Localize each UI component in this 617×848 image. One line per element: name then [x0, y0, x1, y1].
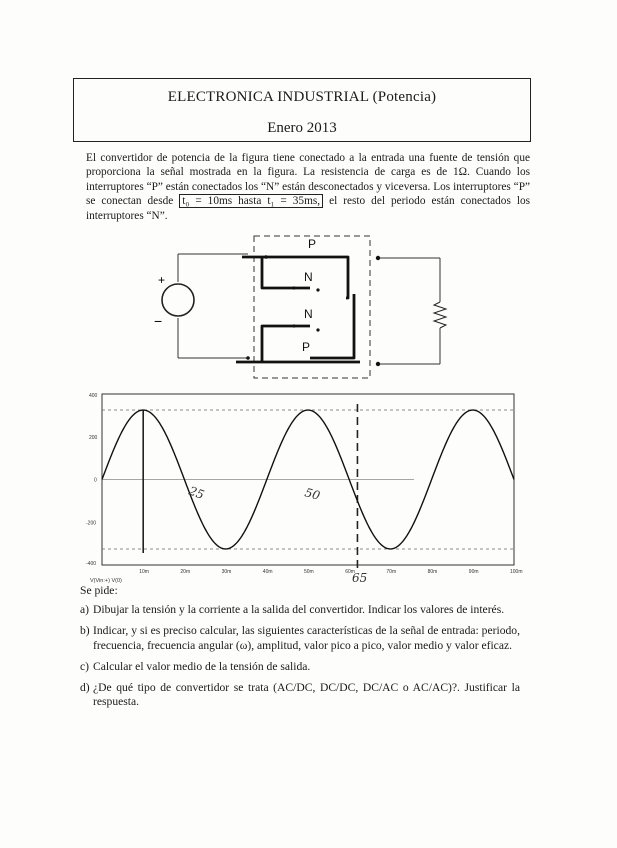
x-tick-label: 80m — [427, 569, 438, 575]
y-tick-label: -400 — [86, 561, 97, 567]
statement-text-1: El convertidor de potencia de la figura tiene conectado a la entrada una fuente de tensión que proporciona la señal mostrada en la figura. La resistencia de carga es de 1Ω. Cuando los interruptores “P” están conectados los “N” están desconectados y viceversa. Los interruptores “P” se conectan desde — [86, 152, 530, 208]
question-item — [80, 603, 520, 617]
y-tick-label: -200 — [86, 520, 97, 527]
input-wiring — [178, 254, 248, 358]
input-signal-chart — [86, 388, 523, 585]
question-letter: d) — [80, 681, 90, 695]
annotation-25: 25 — [186, 483, 207, 503]
y-tick-label: 400 — [89, 393, 98, 399]
x-tick-label: 20m — [180, 569, 191, 575]
source-plus-sign: + — [158, 273, 166, 287]
exam-date: Enero 2013 — [267, 120, 337, 136]
problem-statement — [86, 151, 530, 223]
question-item — [80, 624, 520, 652]
question-text: Calcular el valor medio de la tensión de salida. — [93, 659, 311, 673]
question-letter: a) — [80, 603, 90, 617]
switch-label-n-bottom: N — [304, 307, 313, 321]
question-text: Dibujar la tensión y la corriente a la salida del convertidor. Indicar los valores de interés. — [93, 603, 505, 617]
switch-paths — [236, 257, 360, 362]
switch-label-p-top: P — [308, 237, 317, 251]
converter-circuit — [150, 230, 450, 382]
x-tick-label: 100m — [510, 569, 523, 575]
questions-intro: Se pide: — [80, 584, 118, 597]
annotation-65: 65 — [352, 571, 368, 585]
x-tick-label: 40m — [262, 569, 273, 575]
question-letter: c) — [80, 659, 90, 673]
question-text: ¿De qué tipo de convertidor se trata (AC/DC, DC/DC, DC/AC o AC/AC)?. Justificar la respuesta. — [93, 681, 520, 709]
voltage-source — [162, 284, 194, 316]
switch-label-p-bottom: P — [302, 340, 311, 354]
statement-text-2: el resto del periodo están conectados los interruptores “N”. — [86, 195, 531, 222]
x-tick-label: 90m — [468, 569, 479, 575]
question-text: Indicar, y si es preciso calcular, las siguientes características de la señal de entrada: periodo, frecuencia, frecuencia angular (ω), amplitud, valor pico a pico, valor medio y valor eficaz. — [93, 624, 520, 652]
x-tick-label: 50m — [304, 569, 314, 575]
question-item — [80, 660, 520, 674]
x-tick-label: 70m — [386, 569, 397, 575]
exam-title: ELECTRONICA INDUSTRIAL (Potencia) — [167, 89, 437, 105]
output-wiring — [378, 258, 440, 364]
x-tick-label: 10m — [139, 569, 149, 575]
legend-label: V(Vin:+) V(0) — [90, 578, 122, 584]
y-tick-label: 0 — [94, 477, 97, 484]
switch-label-n-top: N — [304, 270, 313, 284]
load-resistor — [434, 302, 446, 328]
question-letter: b) — [80, 624, 90, 638]
x-tick-label: 30m — [221, 569, 232, 575]
time-interval-box: t₀ = 10ms hasta t₁ = 35ms, — [179, 194, 323, 208]
x-tick-label: 60m — [345, 569, 355, 575]
switch-contacts — [246, 255, 380, 366]
question-item — [80, 681, 520, 709]
y-tick-label: 200 — [89, 434, 98, 441]
source-minus-sign: − — [154, 313, 163, 329]
header-box — [73, 78, 531, 142]
annotation-50: 50 — [303, 485, 322, 503]
questions-section — [80, 584, 520, 716]
